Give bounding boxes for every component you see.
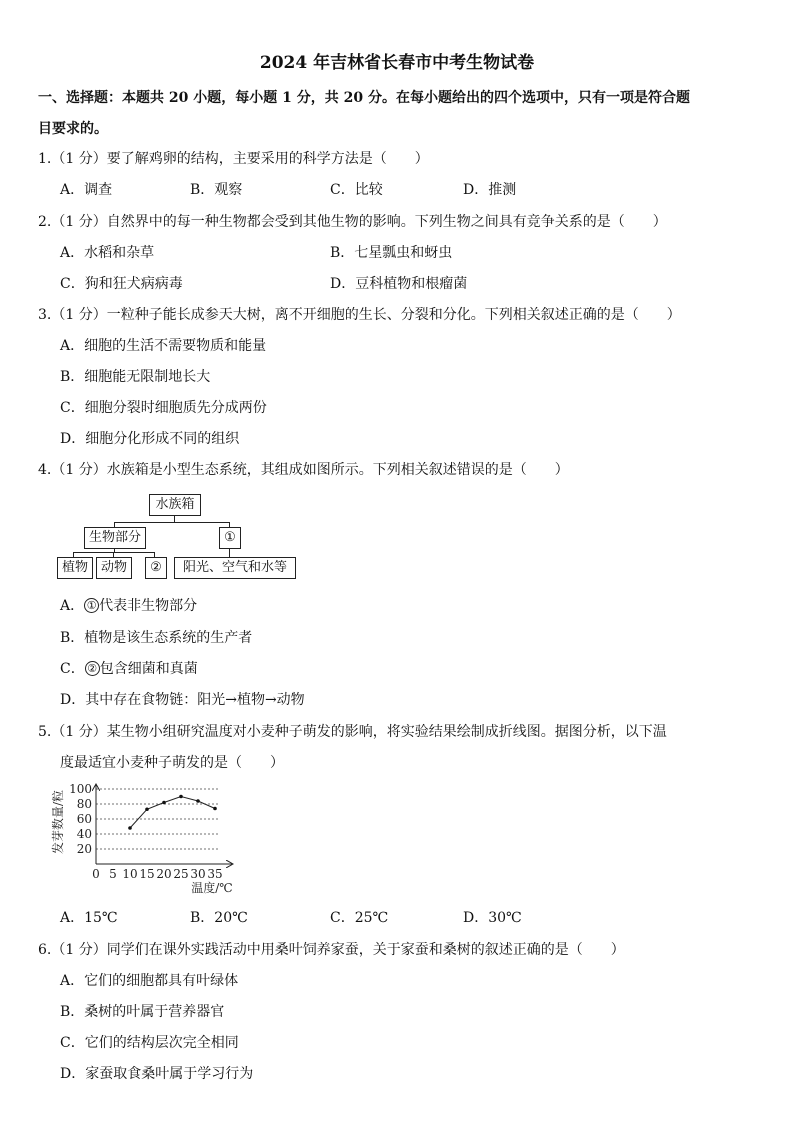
q6-option-c: C．它们的结构层次完全相同 [60,1035,239,1051]
data-point [179,795,183,799]
y-tick-label: 80 [76,797,92,811]
y-tick-label: 40 [76,827,92,841]
question-3-stem: 3.（1 分）一粒种子能长成参天大树，离不开细胞的生长、分裂和分化。下列相关叙述正确的是（ ） [38,307,681,323]
x-tick-label: 35 [207,867,223,881]
diagram-root-aquarium: 水族箱 [149,494,201,516]
diagram-biotic-part: 生物部分 [84,527,146,549]
q3-option-b: B．细胞能无限制地长大 [60,369,211,385]
y-axis-label: 发芽数量/粒 [51,789,65,855]
diagram-sunlight-air-water: 阳光、空气和水等 [174,557,296,579]
diagram-plants: 植物 [57,557,93,579]
q1-option-a: A．调查 [60,182,113,198]
q6-option-a: A．它们的细胞都具有叶绿体 [60,973,239,989]
data-point [145,807,149,811]
q3-option-d: D．细胞分化形成不同的组织 [60,431,240,447]
q2-option-d: D．豆科植物和根瘤菌 [330,276,468,292]
q2-option-a: A．水稻和杂草 [60,245,155,261]
q4-option-a-mark: ① [84,598,99,613]
q4-option-a-prefix: A． [60,598,85,614]
q3-option-c: C．细胞分裂时细胞质先分成两份 [60,400,267,416]
q5-option-d: D．30℃ [463,910,522,926]
q4-option-b: B．植物是该生态系统的生产者 [60,630,253,646]
section-heading-line2: 目要求的。 [38,121,108,137]
diagram-animals: 动物 [96,557,132,579]
x-tick-label: 0 [92,867,100,881]
q6-option-d: D．家蚕取食桑叶属于学习行为 [60,1066,254,1082]
data-point [128,826,132,830]
y-tick-label: 100 [69,782,92,796]
q3-option-a: A．细胞的生活不需要物质和能量 [60,338,267,354]
q5-option-c: C．25℃ [330,910,389,926]
question-1-stem: 1.（1 分）要了解鸡卵的结构，主要采用的科学方法是（ ） [38,151,429,167]
x-tick-label: 5 [109,867,117,881]
q4-option-a [60,595,197,615]
question-5-stem-line2: 度最适宜小麦种子萌发的是（ ） [60,755,284,771]
x-tick-label: 15 [139,867,155,881]
q1-option-c: C．比较 [330,182,383,198]
question-6-stem: 6.（1 分）同学们在课外实践活动中用桑叶饲养家蚕，关于家蚕和桑树的叙述正确的是（ ） [38,942,625,958]
q5-option-b: B．20℃ [190,910,248,926]
section-heading-line1: 一、选择题：本题共 20 小题，每小题 1 分，共 20 分。在每小题给出的四个选项中，只有一项是符合题 [38,90,690,106]
data-point [196,799,200,803]
q4-option-d: D．其中存在食物链：阳光→植物→动物 [60,692,305,708]
data-point [213,807,217,811]
q2-option-c: C．狗和狂犬病病毒 [60,276,183,292]
q4-option-c-prefix: C． [60,661,85,677]
y-tick-label: 60 [76,812,92,826]
q1-option-b: B．观察 [190,182,243,198]
diagram-connector [229,549,230,557]
x-axis-label: 温度/℃ [191,881,233,895]
x-tick-label: 10 [122,867,138,881]
q4-option-c-mark: ② [85,661,100,676]
q4-option-c [60,658,198,678]
question-2-stem: 2.（1 分）自然界中的每一种生物都会受到其他生物的影响。下列生物之间具有竞争关系的是（ ） [38,214,667,230]
page-title: 2024 年吉林省长春市中考生物试卷 [259,53,535,73]
data-point [162,801,166,805]
q1-option-d: D．推测 [463,182,517,198]
series-line [130,797,215,829]
question-5-stem-line1: 5.（1 分）某生物小组研究温度对小麦种子萌发的影响，将实验结果绘制成折线图。据图分析，以下温 [38,724,667,740]
diagram-connector [114,522,230,523]
q4-option-a-text: 代表非生物部分 [99,598,198,614]
germination-line-chart [50,782,250,900]
x-tick-label: 25 [173,867,189,881]
diagram-connector [73,552,155,553]
q6-option-b: B．桑树的叶属于营养器官 [60,1004,225,1020]
x-tick-label: 20 [156,867,172,881]
q5-option-a: A．15℃ [60,910,118,926]
diagram-decomposer-marker-2: ② [145,557,167,579]
y-tick-label: 20 [76,842,92,856]
x-tick-label: 30 [190,867,206,881]
diagram-abiotic-marker-1: ① [219,527,241,549]
q2-option-b: B．七星瓢虫和蚜虫 [330,245,453,261]
q4-option-c-text: 包含细菌和真菌 [99,661,198,677]
question-4-stem: 4.（1 分）水族箱是小型生态系统，其组成如图所示。下列相关叙述错误的是（ ） [38,462,569,478]
